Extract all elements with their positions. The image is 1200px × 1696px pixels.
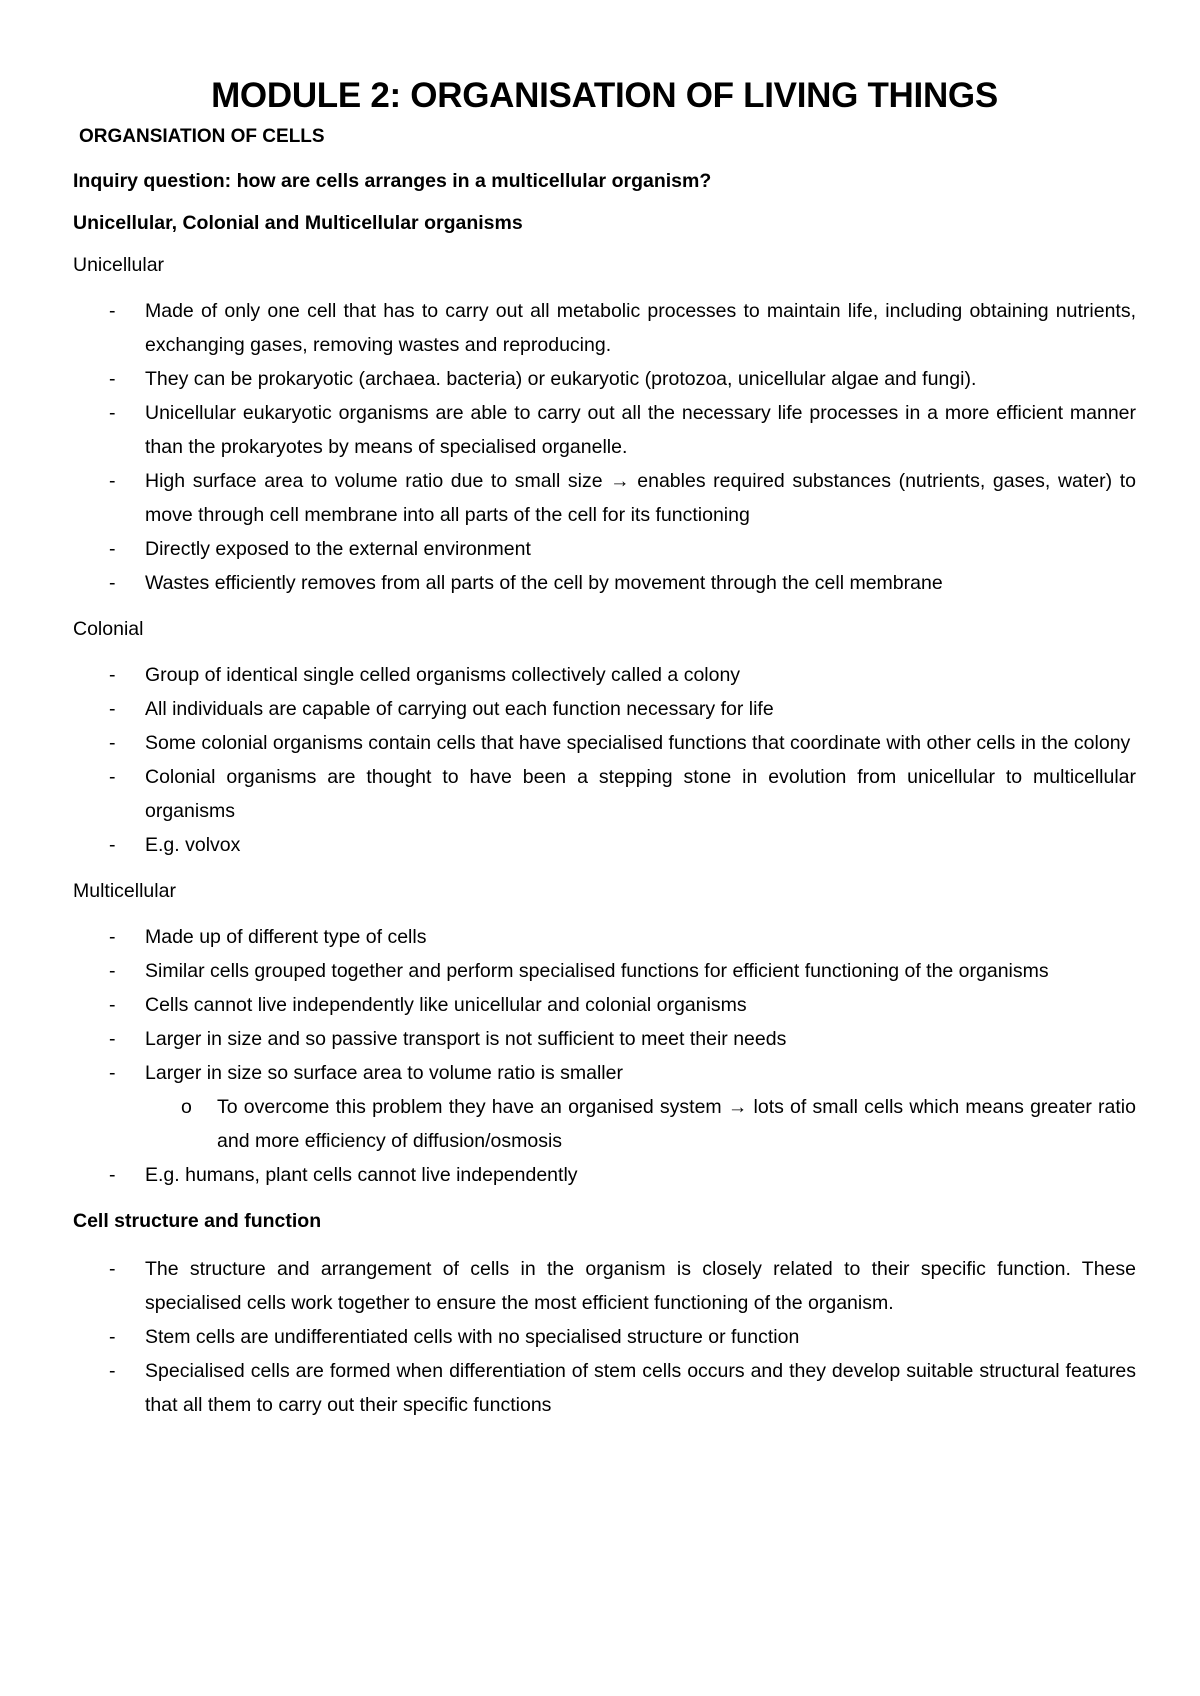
list-item xyxy=(73,294,1136,362)
list-item-text: Made up of different type of cells xyxy=(145,926,427,948)
list-item xyxy=(73,988,1136,1022)
list-item xyxy=(73,1252,1136,1320)
list-item xyxy=(73,828,1136,862)
document-title: MODULE 2: ORGANISATION OF LIVING THINGS xyxy=(211,76,998,115)
dash-bullet: - xyxy=(109,1258,116,1280)
dash-bullet: - xyxy=(109,402,116,424)
list-item-text: Unicellular eukaryotic organisms are able to carry out all the necessary life processes in a more efficient manner than the prokaryotes by means of specialised organelle. xyxy=(145,402,1136,458)
circle-bullet: o xyxy=(181,1096,192,1118)
nested-list-item-text: To overcome this problem they have an organised system → lots of small cells which means greater ratio and more efficiency of diffusion/osmosis xyxy=(217,1096,1136,1152)
dash-bullet: - xyxy=(109,766,116,788)
unicellular-list xyxy=(73,294,1136,600)
list-item xyxy=(73,1320,1136,1354)
list-item-text: Larger in size and so passive transport is not sufficient to meet their needs xyxy=(145,1028,787,1050)
list-item-text: Larger in size so surface area to volume ratio is smaller xyxy=(145,1062,623,1084)
list-item-text: High surface area to volume ratio due to small size → enables required substances (nutrients, gases, water) to move through cell membrane into all parts of the cell for its functioning xyxy=(145,470,1136,526)
list-item xyxy=(73,954,1136,988)
list-item xyxy=(73,362,1136,396)
list-item xyxy=(73,760,1136,828)
dash-bullet: - xyxy=(109,834,116,856)
list-item-text: E.g. humans, plant cells cannot live independently xyxy=(145,1164,578,1186)
subheading-multicellular: Multicellular xyxy=(73,880,176,902)
dash-bullet: - xyxy=(109,664,116,686)
list-item xyxy=(73,1022,1136,1056)
nested-list xyxy=(145,1090,1136,1158)
dash-bullet: - xyxy=(109,470,116,492)
list-item-text: They can be prokaryotic (archaea. bacteria) or eukaryotic (protozoa, unicellular algae and fungi). xyxy=(145,368,977,390)
dash-bullet: - xyxy=(109,1028,116,1050)
list-item-text: Wastes efficiently removes from all parts of the cell by movement through the cell membrane xyxy=(145,572,943,594)
nested-list-item xyxy=(145,1090,1136,1158)
dash-bullet: - xyxy=(109,538,116,560)
list-item xyxy=(73,1354,1136,1422)
list-item-text: Group of identical single celled organisms collectively called a colony xyxy=(145,664,741,686)
list-item-text: Cells cannot live independently like unicellular and colonial organisms xyxy=(145,994,747,1016)
document-page xyxy=(73,76,1136,1440)
inquiry-question: Inquiry question: how are cells arranges in a multicellular organism? xyxy=(73,170,712,192)
list-item xyxy=(73,532,1136,566)
section-heading-organisms: Unicellular, Colonial and Multicellular organisms xyxy=(73,212,523,234)
list-item-text: Stem cells are undifferentiated cells with no specialised structure or function xyxy=(145,1326,800,1348)
list-item-text: Colonial organisms are thought to have been a stepping stone in evolution from unicellular to multicellular organisms xyxy=(145,766,1136,822)
dash-bullet: - xyxy=(109,1326,116,1348)
dash-bullet: - xyxy=(109,368,116,390)
list-item xyxy=(73,464,1136,532)
dash-bullet: - xyxy=(109,1164,116,1186)
dash-bullet: - xyxy=(109,300,116,322)
dash-bullet: - xyxy=(109,994,116,1016)
list-item xyxy=(73,396,1136,464)
list-item xyxy=(73,726,1136,760)
list-item xyxy=(73,566,1136,600)
section-heading-cell-structure: Cell structure and function xyxy=(73,1210,322,1232)
list-item xyxy=(73,1158,1136,1192)
list-item-text: Some colonial organisms contain cells that have specialised functions that coordinate with other cells in the colony xyxy=(145,732,1131,754)
list-item xyxy=(73,920,1136,954)
dash-bullet: - xyxy=(109,732,116,754)
list-item xyxy=(73,658,1136,692)
list-item-text: Similar cells grouped together and perform specialised functions for efficient functioning of the organisms xyxy=(145,960,1049,982)
list-item xyxy=(73,692,1136,726)
list-item-text: The structure and arrangement of cells in the organism is closely related to their specific function. These specialised cells work together to ensure the most efficient functioning of the organism. xyxy=(145,1258,1136,1314)
list-item-text: Directly exposed to the external environment xyxy=(145,538,531,560)
list-item-text: All individuals are capable of carrying out each function necessary for life xyxy=(145,698,774,720)
dash-bullet: - xyxy=(109,572,116,594)
subheading-unicellular: Unicellular xyxy=(73,254,165,276)
multicellular-list xyxy=(73,920,1136,1192)
subheading-colonial: Colonial xyxy=(73,618,144,640)
list-item-text: Specialised cells are formed when differentiation of stem cells occurs and they develop suitable structural features that all them to carry out their specific functions xyxy=(145,1360,1136,1416)
dash-bullet: - xyxy=(109,1062,116,1084)
list-item-text: E.g. volvox xyxy=(145,834,241,856)
dash-bullet: - xyxy=(109,926,116,948)
dash-bullet: - xyxy=(109,698,116,720)
dash-bullet: - xyxy=(109,960,116,982)
document-subtitle: ORGANSIATION OF CELLS xyxy=(79,126,325,147)
cell-structure-list xyxy=(73,1252,1136,1422)
dash-bullet: - xyxy=(109,1360,116,1382)
list-item xyxy=(73,1056,1136,1158)
list-item-text: Made of only one cell that has to carry out all metabolic processes to maintain life, including obtaining nutrients, exchanging gases, removing wastes and reproducing. xyxy=(145,300,1136,356)
colonial-list xyxy=(73,658,1136,862)
